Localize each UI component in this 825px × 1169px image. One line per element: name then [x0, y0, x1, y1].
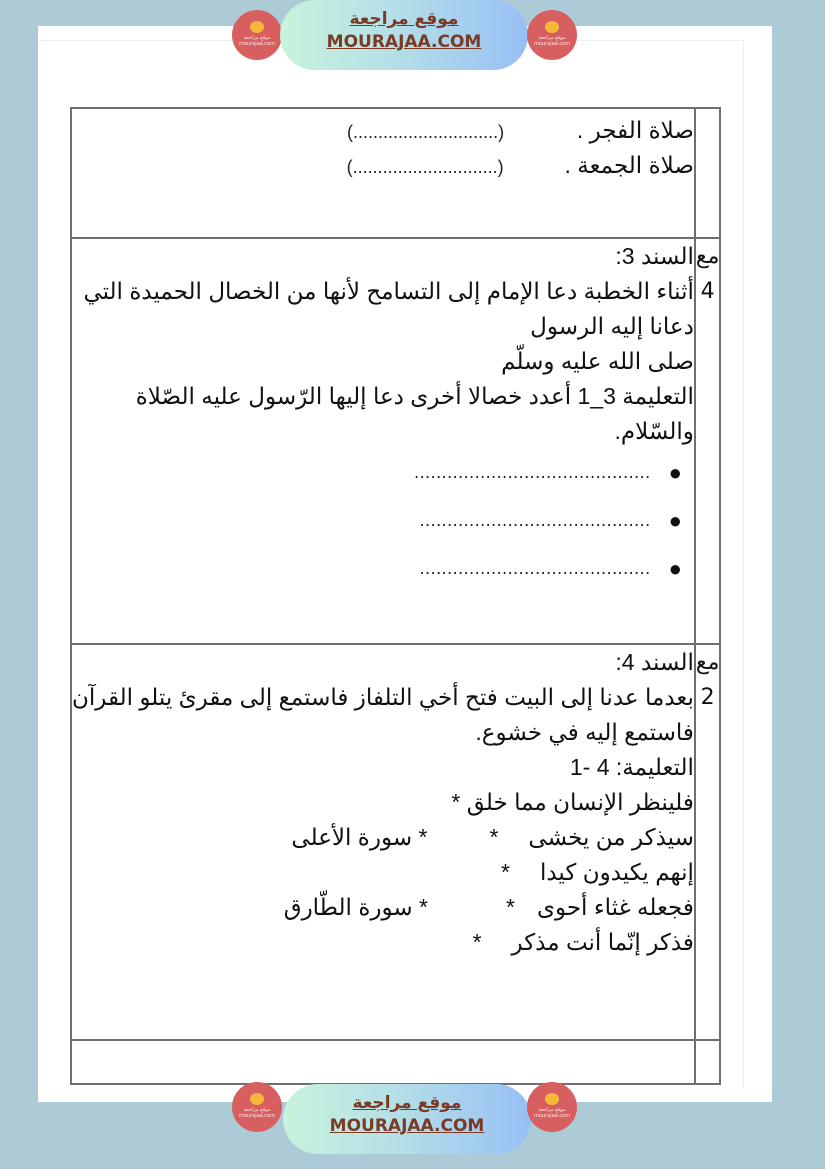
asterisk-icon: *: [472, 928, 482, 955]
verse-item[interactable]: [72, 925, 694, 960]
paragraph-line: بعدما عدنا إلى البيت فتح أخي التلفاز فاستمع إلى مقرئ يتلو القرآن: [72, 683, 694, 710]
score-value: 2: [700, 685, 715, 711]
instruction-line: والسّلام.: [614, 417, 694, 444]
badge-text-en: mourajaa.com: [238, 41, 275, 47]
content-cell: [71, 238, 695, 644]
fill-line: [72, 148, 694, 183]
score-cell: [695, 238, 721, 644]
verse-item[interactable]: [72, 785, 694, 820]
bullet-icon: ●: [668, 556, 682, 581]
score-value: 4: [700, 279, 715, 305]
content-cell: [71, 108, 695, 238]
fill-line: [72, 113, 694, 148]
content-cell: [71, 644, 695, 1040]
answer-blank[interactable]: ..........................................: [419, 510, 651, 531]
answer-blank[interactable]: (.............................): [346, 156, 504, 177]
watermark-badge-left: [232, 10, 282, 60]
watermark-badge-left: [232, 1082, 282, 1132]
verse-item[interactable]: [72, 820, 694, 855]
answer-blank[interactable]: (.............................): [347, 122, 505, 142]
bullet-icon: ●: [668, 460, 682, 485]
paragraph-line: دعانا إليه الرسول: [530, 312, 694, 339]
verse-item[interactable]: [72, 855, 694, 890]
page-border-right: [743, 40, 744, 1088]
paragraph-line: أثناء الخطبة دعا الإمام إلى التسامح لأنها من الخصال الحميدة التي: [83, 277, 694, 304]
banner-title-ar: موقع مراجعة: [349, 9, 459, 29]
score-label: مع: [695, 244, 720, 269]
badge-text-ar: موقع مراجعة: [243, 1107, 271, 1113]
badge-text-en: mourajaa.com: [238, 1113, 275, 1119]
watermark-banner-top[interactable]: [280, 0, 528, 70]
verse-text: إنهم يكيدون كيدا: [539, 858, 694, 885]
paragraph-line: صلى الله عليه وسلّم: [501, 347, 694, 374]
verse-text: فذكر إنّما أنت مذكر: [511, 928, 694, 955]
surah-name[interactable]: * سورة الأعلى: [291, 823, 428, 850]
watermark-badge-right: [527, 10, 577, 60]
answer-blank[interactable]: ..........................................: [419, 558, 651, 579]
watermark-banner-bottom[interactable]: [283, 1084, 531, 1154]
exam-table: [70, 107, 721, 1085]
prayer-label: صلاة الفجر .: [576, 117, 694, 143]
watermark-badge-right: [527, 1082, 577, 1132]
bullet-answer: [72, 497, 694, 545]
badge-text-ar: موقع مراجعة: [243, 35, 271, 41]
table-row: [71, 108, 720, 238]
banner-title-en: MOURAJAA.COM: [326, 32, 482, 52]
verse-text: سيذكر من يخشى: [528, 823, 694, 850]
section-title: السند 3:: [615, 243, 694, 269]
badge-text-en: mourajaa.com: [533, 1113, 570, 1119]
book-logo-icon: [545, 1093, 559, 1105]
score-cell: [695, 644, 721, 1040]
score-cell: [695, 108, 721, 238]
verse-item[interactable]: [72, 890, 694, 925]
table-row: [71, 238, 720, 644]
asterisk-icon: *: [506, 893, 515, 920]
table-row: [71, 1040, 720, 1084]
verse-text: فلينظر الإنسان مما خلق *: [451, 788, 694, 815]
banner-title-ar: موقع مراجعة: [352, 1093, 462, 1113]
score-cell: [695, 1040, 721, 1084]
badge-text-ar: موقع مراجعة: [538, 35, 566, 41]
banner-title-en: MOURAJAA.COM: [329, 1116, 485, 1136]
book-logo-icon: [250, 21, 264, 33]
badge-text-ar: موقع مراجعة: [538, 1107, 566, 1113]
paragraph-line: فاستمع إليه في خشوع.: [475, 718, 694, 745]
badge-text-en: mourajaa.com: [533, 41, 570, 47]
bullet-answer: [72, 545, 694, 593]
verse-text: فجعله غثاء أحوى: [536, 893, 694, 920]
section-title: السند 4:: [615, 649, 694, 675]
table-row: [71, 644, 720, 1040]
bullet-icon: ●: [668, 508, 682, 533]
asterisk-icon: *: [501, 858, 510, 885]
answer-blank[interactable]: ...........................................: [414, 462, 651, 483]
book-logo-icon: [250, 1093, 264, 1105]
score-label: مع: [695, 650, 720, 675]
asterisk-icon: *: [489, 823, 499, 850]
prayer-label: صلاة الجمعة .: [564, 151, 694, 178]
bullet-answer: [72, 449, 694, 497]
instruction-line: التعليمة 3_1 أعدد خصالا أخرى دعا إليها الرّسول عليه الصّلاة: [135, 382, 694, 409]
instruction-line: التعليمة: 4 -1: [569, 753, 694, 780]
surah-name[interactable]: * سورة الطّارق: [283, 893, 428, 920]
content-cell: [71, 1040, 695, 1084]
book-logo-icon: [545, 21, 559, 33]
